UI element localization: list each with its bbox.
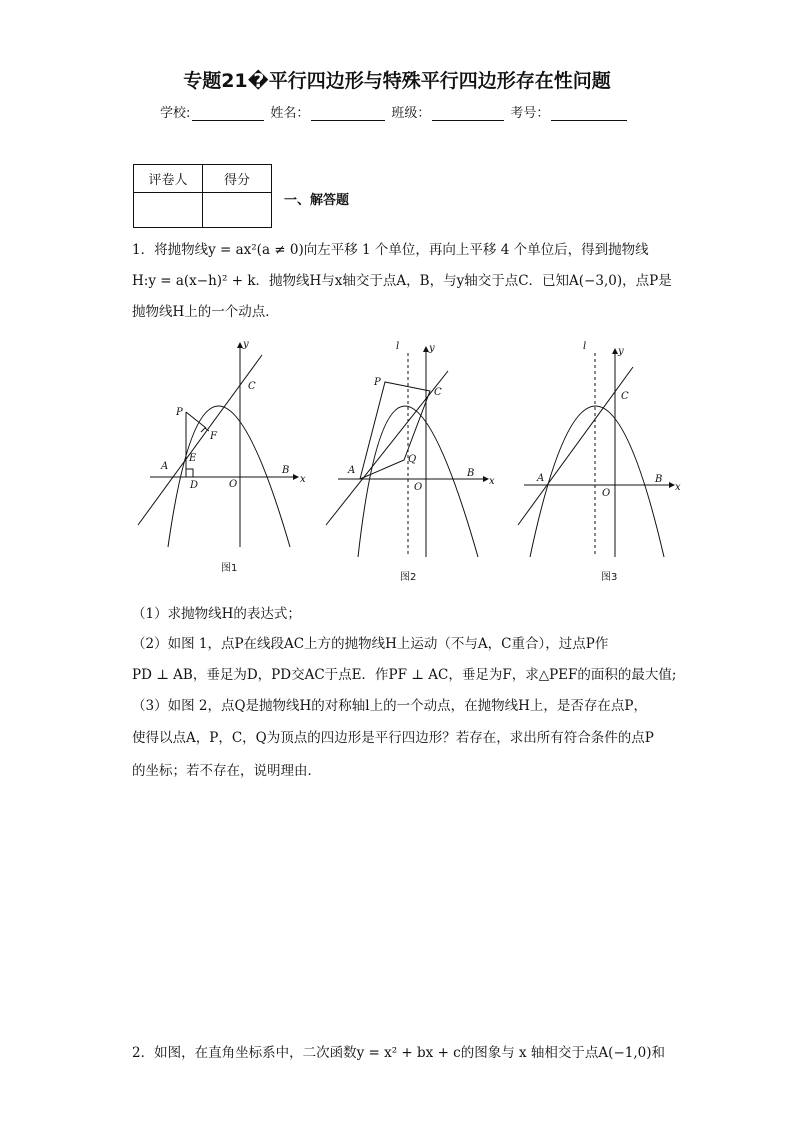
fig1-label-f: F — [210, 431, 217, 442]
fig1-label-d: D — [190, 480, 199, 491]
q1-part-2-line-1: （2）如图 1，点P在线段AC上方的抛物线H上运动（不与A，C重合），过点P作 — [132, 636, 609, 652]
class-blank[interactable] — [432, 106, 504, 121]
figure-3 — [518, 349, 674, 557]
fig2-label-c: C — [434, 387, 442, 398]
score-header: 得分 — [203, 165, 272, 193]
fig3-caption: 图3 — [601, 572, 618, 583]
fig2-label-o: O — [414, 482, 423, 493]
school-blank[interactable] — [192, 106, 264, 121]
fig3-label-b: B — [655, 474, 663, 485]
fig1-label-e: E — [189, 453, 197, 464]
q1-part-3-line-1: （3）如图 2，点Q是抛物线H的对称轴l上的一个动点，在抛物线H上，是否存在点P， — [132, 698, 647, 714]
fig2-label-a: A — [348, 465, 356, 476]
fig2-label-q: Q — [408, 454, 417, 465]
fig2-label-y: y — [429, 343, 435, 354]
class-label: 班级： — [391, 106, 431, 121]
fig2-label-l: l — [396, 341, 400, 352]
q1-line-1: 1．将抛物线y = ax²(a ≠ 0)向左平移 1 个单位，再向上平移 4 个单位后，得到抛物线 — [132, 242, 649, 258]
figure-1 — [138, 343, 298, 547]
fig1-line-ac — [138, 355, 262, 525]
name-label: 姓名： — [270, 106, 310, 121]
q1-part-3-line-3: 的坐标；若不存在，说明理由． — [132, 763, 321, 779]
q1-line-2: H:y = a(x−h)² + k．抛物线H与x轴交于点A，B，与y轴交于点C．已知A(−3,0)，点P是 — [132, 273, 672, 289]
fig1-label-y: y — [243, 339, 249, 350]
fig1-caption: 图1 — [221, 563, 238, 574]
fig2-caption: 图2 — [400, 572, 417, 583]
fig3-label-c: C — [621, 391, 629, 402]
fig1-right-angle-d — [186, 469, 193, 477]
q1-part-3-line-2: 使得以点A，P，C，Q为顶点的四边形是平行四边形？若存在，求出所有符合条件的点P — [132, 730, 654, 746]
fig1-label-a: A — [161, 461, 169, 472]
name-blank[interactable] — [311, 106, 385, 121]
fig1-label-p: P — [176, 407, 183, 418]
fig2-label-x: x — [489, 476, 495, 487]
q1-line-3: 抛物线H上的一个动点． — [132, 304, 279, 320]
student-info-row — [160, 102, 633, 121]
fig2-line-ac — [326, 371, 448, 525]
fig1-segment-pf — [186, 412, 206, 428]
fig1-label-x: x — [300, 474, 306, 485]
q1-part-1: （1）求抛物线H的表达式； — [132, 606, 301, 622]
fig2-label-p: P — [374, 377, 381, 388]
fig1-label-o: O — [229, 479, 238, 490]
figure-2 — [326, 347, 488, 557]
q1-part-2-line-2: PD ⊥ AB，垂足为D，PD交AC于点E．作PF ⊥ AC，垂足为F，求△PEF的面积的最大值; — [132, 667, 677, 683]
fig3-label-l: l — [583, 341, 587, 352]
score-table — [133, 164, 272, 228]
grader-header: 评卷人 — [134, 165, 203, 193]
fig2-quadrilateral — [360, 382, 430, 479]
exam-number-label: 考号： — [510, 106, 550, 121]
grader-cell[interactable] — [134, 193, 203, 228]
score-cell[interactable] — [203, 193, 272, 228]
fig3-label-y: y — [618, 346, 624, 357]
fig2-label-b: B — [467, 468, 475, 479]
school-label: 学校: — [160, 106, 191, 121]
figures-area — [0, 335, 794, 605]
fig1-label-c: C — [248, 381, 256, 392]
fig3-label-o: O — [602, 488, 611, 499]
section-title: 一、解答题 — [284, 193, 350, 208]
fig3-label-x: x — [675, 482, 681, 493]
fig1-label-b: B — [282, 465, 290, 476]
fig3-line-ac — [518, 367, 633, 525]
fig3-label-a: A — [537, 473, 545, 484]
exam-number-blank[interactable] — [551, 106, 627, 121]
page-title: 专题21�平行四边形与特殊平行四边形存在性问题 — [183, 70, 611, 92]
q2-line-1: 2．如图，在直角坐标系中，二次函数y = x² + bx + c的图象与 x 轴相交于点A(−1,0)和 — [132, 1045, 665, 1061]
